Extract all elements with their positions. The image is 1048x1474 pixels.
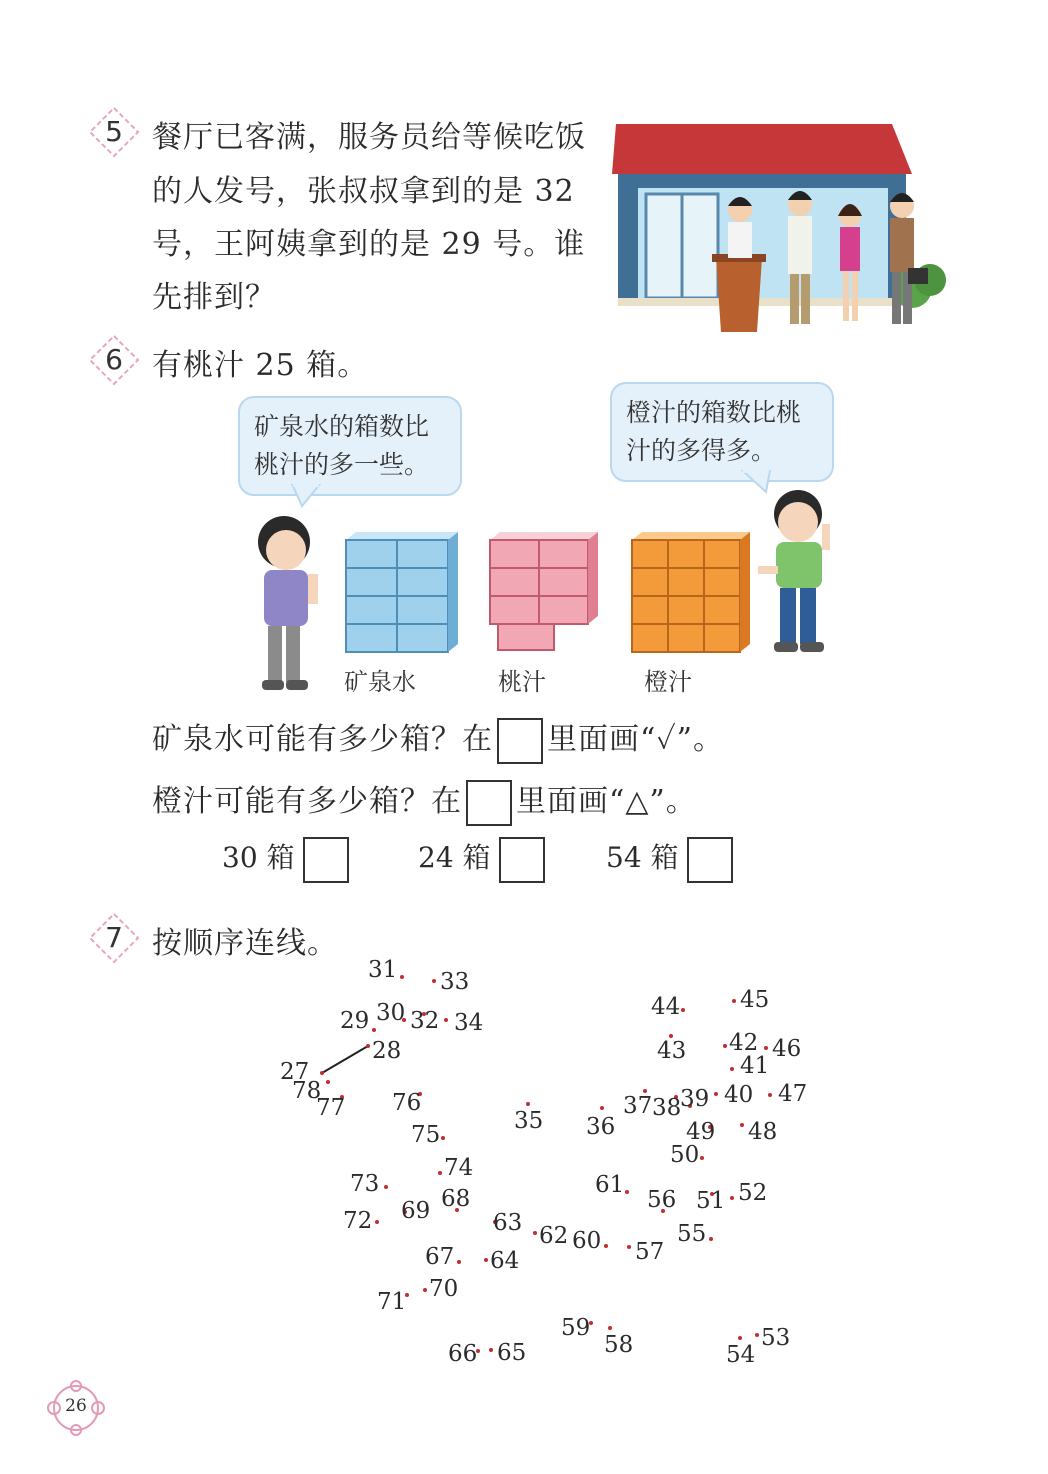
dot-47[interactable] xyxy=(768,1093,772,1097)
dot-label-46: 46 xyxy=(772,1036,802,1062)
dot-78[interactable] xyxy=(326,1080,330,1084)
dot-label-49: 49 xyxy=(686,1119,716,1145)
dot-label-76: 76 xyxy=(392,1090,422,1116)
question-number-5: 5 xyxy=(88,106,140,158)
dot-41[interactable] xyxy=(730,1067,734,1071)
dot-label-75: 75 xyxy=(411,1122,441,1148)
dot-42[interactable] xyxy=(723,1044,727,1048)
dot-46[interactable] xyxy=(764,1046,768,1050)
dot-75[interactable] xyxy=(441,1136,445,1140)
dot-54[interactable] xyxy=(738,1336,742,1340)
dot-29[interactable] xyxy=(372,1028,376,1032)
q5-line-3: 号，王阿姨拿到的是 29 号。谁 xyxy=(152,227,586,262)
q6-intro: 有桃汁 25 箱。 xyxy=(152,348,369,383)
dot-label-53: 53 xyxy=(761,1325,791,1351)
dot-28[interactable] xyxy=(366,1044,370,1048)
dot-label-59: 59 xyxy=(561,1315,591,1341)
dot-label-48: 48 xyxy=(748,1119,778,1145)
dot-31[interactable] xyxy=(400,975,404,979)
dot-57[interactable] xyxy=(627,1245,631,1249)
dot-label-39: 39 xyxy=(680,1086,710,1112)
q6-instruction-1: 矿泉水可能有多少箱？在 里面画“✓”。 xyxy=(152,714,724,764)
dot-61[interactable] xyxy=(625,1190,629,1194)
dot-label-58: 58 xyxy=(604,1332,634,1358)
question-number-7: 7 xyxy=(88,912,140,964)
dot-label-71: 71 xyxy=(377,1289,407,1315)
dot-70[interactable] xyxy=(423,1288,427,1292)
dot-label-37: 37 xyxy=(623,1093,653,1119)
dot-label-77: 77 xyxy=(316,1095,346,1121)
dot-label-29: 29 xyxy=(340,1008,370,1034)
dot-label-38: 38 xyxy=(652,1095,682,1121)
dot-label-69: 69 xyxy=(401,1198,431,1224)
dot-label-50: 50 xyxy=(670,1142,700,1168)
dot-label-42: 42 xyxy=(729,1030,759,1056)
dot-40[interactable] xyxy=(714,1092,718,1096)
dot-36[interactable] xyxy=(600,1106,604,1110)
label-mineral-water: 矿泉水 xyxy=(344,668,416,696)
dot-label-65: 65 xyxy=(497,1340,527,1366)
option-24: 24 箱 xyxy=(418,836,545,883)
dot-label-54: 54 xyxy=(726,1342,756,1368)
dot-label-33: 33 xyxy=(440,969,470,995)
dot-label-72: 72 xyxy=(343,1208,373,1234)
dot-label-36: 36 xyxy=(586,1114,616,1140)
dot-label-28: 28 xyxy=(372,1038,402,1064)
dot-label-52: 52 xyxy=(738,1180,768,1206)
dot-label-64: 64 xyxy=(490,1248,520,1274)
dot-label-31: 31 xyxy=(368,957,398,983)
dot-label-32: 32 xyxy=(410,1008,440,1034)
dot-64[interactable] xyxy=(484,1258,488,1262)
label-peach-juice: 桃汁 xyxy=(498,668,546,696)
q6-instruction-2: 橙汁可能有多少箱？在 里面画“△”。 xyxy=(152,776,697,826)
dot-label-43: 43 xyxy=(657,1038,687,1064)
option-54: 54 箱 xyxy=(606,836,733,883)
dot-label-70: 70 xyxy=(429,1276,459,1302)
dot-67[interactable] xyxy=(457,1260,461,1264)
dot-label-27: 27 xyxy=(280,1059,310,1085)
q7-title: 按顺序连线。 xyxy=(152,926,338,961)
dot-label-62: 62 xyxy=(539,1223,569,1249)
dot-34[interactable] xyxy=(444,1018,448,1022)
dot-72[interactable] xyxy=(375,1220,379,1224)
dot-55[interactable] xyxy=(709,1237,713,1241)
dot-65[interactable] xyxy=(489,1348,493,1352)
speech-bubble-left: 矿泉水的箱数比 桃汁的多一些。 xyxy=(238,396,462,496)
dot-44[interactable] xyxy=(681,1008,685,1012)
dot-label-35: 35 xyxy=(514,1108,544,1134)
page-number: 26 xyxy=(65,1396,87,1416)
question-number-6: 6 xyxy=(88,334,140,386)
dot-label-34: 34 xyxy=(454,1010,484,1036)
speech-bubble-right: 橙汁的箱数比桃 汁的多得多。 xyxy=(610,382,834,482)
q5-line-4: 先排到？ xyxy=(152,280,276,315)
dot-60[interactable] xyxy=(604,1244,608,1248)
option-30: 30 箱 xyxy=(222,836,349,883)
label-orange-juice: 橙汁 xyxy=(644,668,692,696)
dot-label-56: 56 xyxy=(647,1187,677,1213)
dot-50[interactable] xyxy=(700,1156,704,1160)
dot-73[interactable] xyxy=(384,1185,388,1189)
dot-label-55: 55 xyxy=(677,1221,707,1247)
dot-74[interactable] xyxy=(438,1171,442,1175)
q5-line-2: 的人发号，张叔叔拿到的是 32 xyxy=(152,174,575,209)
dot-label-40: 40 xyxy=(724,1082,754,1108)
dot-label-67: 67 xyxy=(425,1244,455,1270)
dot-45[interactable] xyxy=(732,999,736,1003)
dot-label-51: 51 xyxy=(696,1188,726,1214)
dot-label-44: 44 xyxy=(651,994,681,1020)
dot-62[interactable] xyxy=(533,1231,537,1235)
dot-label-66: 66 xyxy=(448,1341,478,1367)
dot-label-47: 47 xyxy=(778,1081,808,1107)
dot-label-73: 73 xyxy=(350,1171,380,1197)
dot-label-30: 30 xyxy=(376,1000,406,1026)
dot-33[interactable] xyxy=(432,979,436,983)
dot-label-68: 68 xyxy=(441,1186,471,1212)
dot-48[interactable] xyxy=(740,1123,744,1127)
dot-53[interactable] xyxy=(755,1333,759,1337)
dot-35[interactable] xyxy=(526,1102,530,1106)
dot-label-63: 63 xyxy=(493,1210,523,1236)
dot-label-74: 74 xyxy=(444,1155,474,1181)
dot-27[interactable] xyxy=(320,1071,324,1075)
dot-52[interactable] xyxy=(730,1196,734,1200)
dot-label-78: 78 xyxy=(292,1078,322,1104)
dot-label-45: 45 xyxy=(740,987,770,1013)
dot-label-41: 41 xyxy=(740,1053,770,1079)
dot-label-57: 57 xyxy=(635,1239,665,1265)
dot-58[interactable] xyxy=(608,1326,612,1330)
dot-label-60: 60 xyxy=(572,1228,602,1254)
q5-line-1: 餐厅已客满，服务员给等候吃饭 xyxy=(152,120,586,155)
dot-label-61: 61 xyxy=(595,1172,625,1198)
